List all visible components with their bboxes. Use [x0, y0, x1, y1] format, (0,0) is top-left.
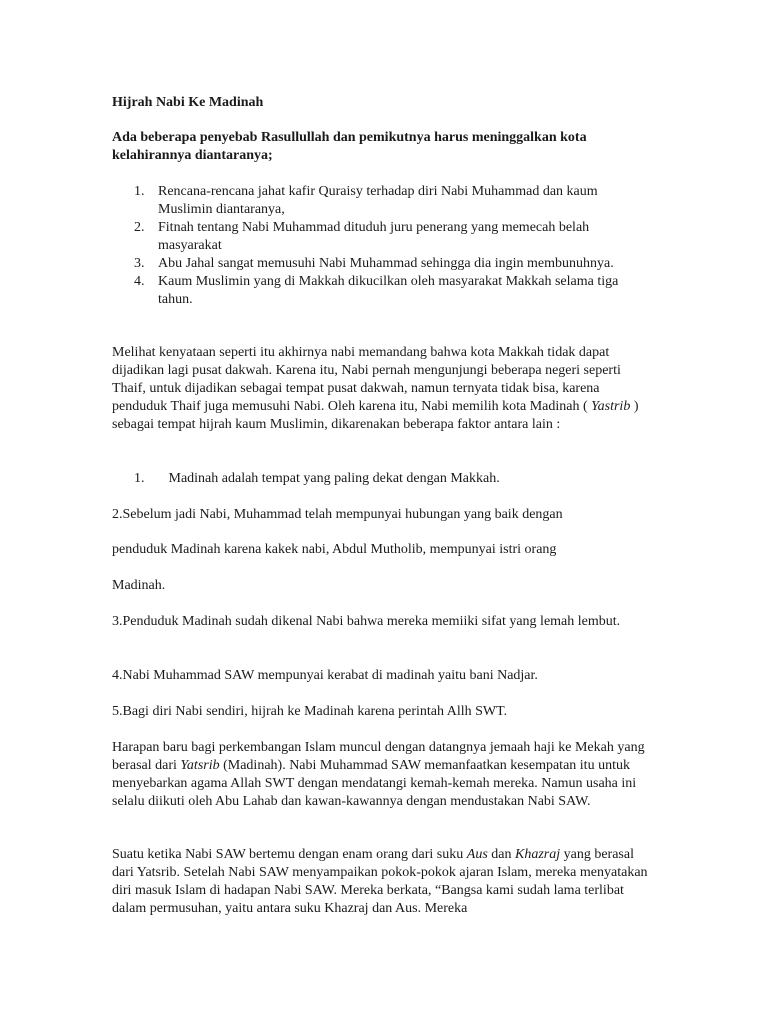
paragraph-italic-text: Yastrib	[591, 399, 631, 414]
paragraph-text: yang berasal dari Yatsrib. Setelah Nabi SAW menyampaikan pokok-pokok ajaran Islam, mereka menyatakan diri masuk Islam di hadapan Nabi SAW. Mereka berkata, “Bangsa kami sudah lama terlibat dalam permusuhan, yaitu antara suku Khazraj dan Aus. Mereka	[112, 847, 648, 916]
paragraph-text: ) sebagai tempat hijrah kaum Muslimin, dikarenakan beberapa faktor antara lain :	[112, 399, 639, 432]
intro-paragraph: Ada beberapa penyebab Rasullullah dan pemikutnya harus meninggalkan kota kelahirannya diantaranya;	[112, 130, 587, 163]
paragraph-italic-text: Khazraj	[514, 847, 561, 862]
paragraph-text: Harapan baru bagi perkembangan Islam muncul dengan datangnya jemaah haji ke Mekah yang berasal dari	[112, 740, 645, 773]
reason-1	[134, 470, 500, 488]
list-item	[112, 219, 652, 255]
reason-2-line-2: penduduk Madinah karena kakek nabi, Abdul Mutholib, mempunyai istri orang	[112, 542, 557, 557]
reason-text: Madinah adalah tempat yang paling dekat dengan Makkah.	[168, 471, 500, 486]
list-item-text: Rencana-rencana jahat kafir Quraisy terhadap diri Nabi Muhammad dan kaum Muslimin diantaranya,	[158, 184, 598, 217]
paragraph-hope	[112, 739, 652, 811]
paragraph-hijrah-reason	[112, 344, 652, 434]
list-item	[112, 255, 652, 273]
list-item	[112, 273, 652, 309]
paragraph-italic-text: Aus	[466, 847, 488, 862]
reason-2-line-1: 2.Sebelum jadi Nabi, Muhammad telah mempunyai hubungan yang baik dengan	[112, 507, 563, 522]
paragraph-text: dan	[487, 847, 515, 862]
paragraph-italic-text: Yatsrib	[180, 758, 220, 773]
reason-2-line-3: Madinah.	[112, 578, 166, 593]
reason-3: 3.Penduduk Madinah sudah dikenal Nabi bahwa mereka memiiki sifat yang lemah lembut.	[112, 614, 621, 629]
list-item-text: Kaum Muslimin yang di Makkah dikucilkan oleh masyarakat Makkah selama tiga tahun.	[158, 274, 619, 307]
reason-number: 1.	[134, 471, 145, 486]
causes-list	[112, 183, 652, 309]
list-item-number: 4.	[134, 274, 145, 289]
paragraph-text: (Madinah). Nabi Muhammad SAW memanfaatkan kesempatan itu untuk menyebarkan agama Allah SWT dengan mendatangi kemah-kemah mereka. Namun usaha ini selalu diikuti oleh Abu Lahab dan kawan-kawannya dengan mendustakan Nabi SAW.	[112, 758, 637, 809]
list-item-number: 2.	[134, 220, 145, 235]
paragraph-meeting	[112, 846, 652, 918]
reason-5: 5.Bagi diri Nabi sendiri, hijrah ke Madinah karena perintah Allh SWT.	[112, 704, 508, 719]
list-item-text: Abu Jahal sangat memusuhi Nabi Muhammad sehingga dia ingin membunuhnya.	[158, 256, 614, 271]
reason-4: 4.Nabi Muhammad SAW mempunyai kerabat di madinah yaitu bani Nadjar.	[112, 668, 538, 683]
paragraph-text: Suatu ketika Nabi SAW bertemu dengan enam orang dari suku	[112, 847, 467, 862]
document-title: Hijrah Nabi Ke Madinah	[112, 95, 264, 110]
list-item	[112, 183, 652, 219]
list-item-text: Fitnah tentang Nabi Muhammad dituduh juru penerang yang memecah belah masyarakat	[158, 220, 590, 253]
list-item-number: 1.	[134, 184, 145, 199]
paragraph-text: Melihat kenyataan seperti itu akhirnya nabi memandang bahwa kota Makkah tidak dapat dijadikan lagi pusat dakwah. Karena itu, Nabi pernah mengunjungi beberapa negeri seperti Thaif, untuk dijadikan sebagai tempat pusat dakwah, namun ternyata tidak bisa, karena penduduk Thaif juga memusuhi Nabi. Oleh karena itu, Nabi memilih kota Madinah (	[112, 345, 621, 414]
list-item-number: 3.	[134, 256, 145, 271]
